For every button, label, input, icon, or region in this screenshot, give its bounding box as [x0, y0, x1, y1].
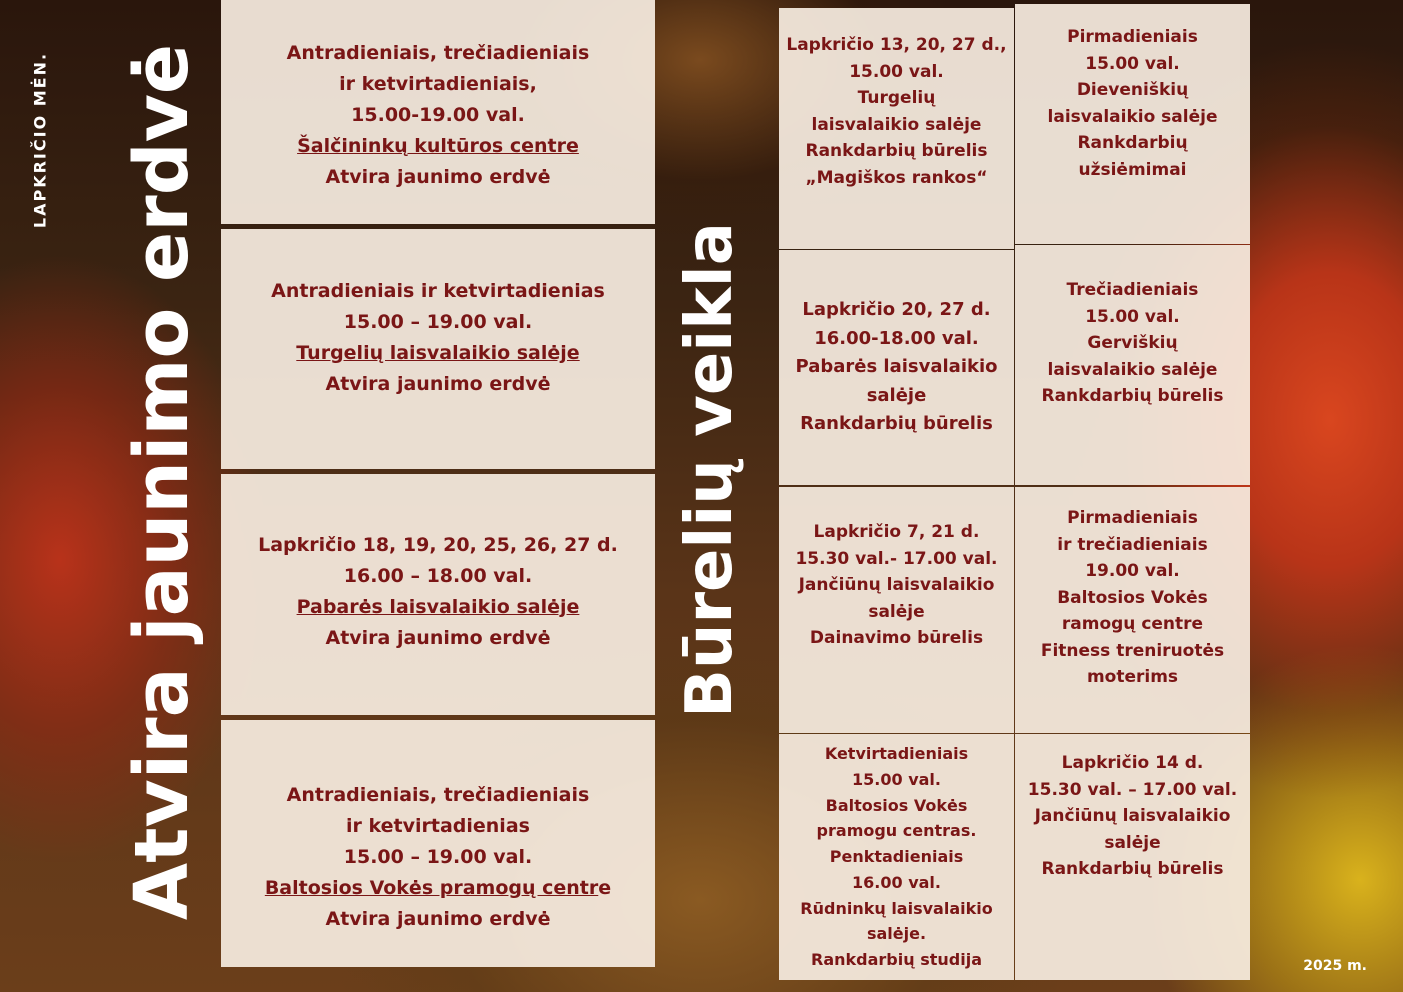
cell-line: laisvalaikio salėje: [1047, 359, 1218, 380]
panel-label: Atvira jaunimo erdvė: [325, 908, 551, 930]
club-cell-8: [1015, 734, 1250, 980]
cell-line: 15.00 val.: [1085, 306, 1180, 327]
cell-line: Pirmadieniais: [1067, 508, 1198, 528]
cell-line: Dainavimo būrelis: [809, 628, 984, 648]
location-link[interactable]: Baltosios Vokės pramogų centr: [264, 877, 599, 899]
cell-content: [1041, 505, 1224, 691]
year-label: 2025 m.: [1303, 958, 1367, 974]
cell-line: Rūdninkų laisvalaikio: [800, 898, 993, 918]
club-cell-4: [1015, 245, 1250, 485]
cell-line: salėje: [1104, 832, 1161, 853]
club-cell-2: [1015, 4, 1250, 244]
cell-line: laisvalaikio salėje: [811, 114, 982, 135]
cell-line: 15.30 val. – 17.00 val.: [1027, 779, 1238, 800]
schedule-line: 16.00 – 18.00 val.: [343, 564, 533, 587]
cell-line: Trečiadieniais: [1066, 280, 1199, 300]
schedule-line: Lapkričio 18, 19, 20, 25, 26, 27 d.: [258, 533, 618, 556]
location-link[interactable]: Pabarės laisvalaikio salėje: [296, 595, 580, 618]
cell-line: Dieveniškių: [1076, 80, 1189, 100]
cell-line: Baltosios Vokės: [1057, 587, 1208, 608]
cell-line: Lapkričio 20, 27 d.: [802, 299, 991, 321]
cell-line: Baltosios Vokės: [825, 795, 968, 815]
cell-content: [800, 741, 992, 973]
cell-line: 15.00 val.: [852, 769, 941, 789]
open-youth-space-title: Atvira jaunimo erdvė: [119, 43, 205, 921]
cell-line: salėje.: [866, 924, 927, 944]
cell-line: 15.30 val.- 17.00 val.: [795, 548, 998, 569]
month-label: LAPKRIČIO MĖN.: [30, 51, 50, 229]
cell-line: ir trečiadieniais: [1057, 534, 1208, 555]
cell-line: Rankdarbių: [1077, 133, 1188, 153]
schedule-line: 15.00-19.00 val.: [351, 103, 525, 126]
cell-content: [1042, 277, 1224, 410]
cell-line: Jančiūnų laisvalaikio: [1034, 806, 1231, 826]
cell-line: Jančiūnų laisvalaikio: [798, 575, 995, 595]
club-cell-6: [1015, 487, 1250, 733]
youth-space-panel-1: [221, 0, 655, 224]
cell-line: 15.00 val.: [1085, 53, 1180, 74]
cell-content: [795, 519, 997, 652]
cell-content: [786, 32, 1006, 191]
cell-line: 16.00 val.: [852, 872, 941, 892]
cell-content: [795, 296, 997, 439]
club-cell-3: [779, 250, 1014, 485]
cell-line: salėje: [868, 601, 925, 622]
panel-label: Atvira jaunimo erdvė: [325, 626, 551, 649]
schedule-line: 15.00 – 19.00 val.: [343, 846, 533, 868]
cell-line: Penktadieniais: [829, 847, 964, 867]
cell-line: Pabarės laisvalaikio: [795, 356, 998, 378]
cell-line: Ketvirtadieniais: [824, 743, 969, 763]
location-line: [265, 873, 611, 904]
cell-line: „Magiškos rankos“: [805, 167, 988, 188]
cell-line: Turgelių: [857, 88, 936, 108]
cell-line: Pirmadieniais: [1067, 27, 1198, 47]
schedule-line: ir ketvirtadienias: [346, 815, 530, 837]
cell-line: Rankdarbių būrelis: [1041, 386, 1224, 406]
cell-line: Lapkričio 13, 20, 27 d.,: [786, 35, 1007, 55]
schedule-line: Antradieniais ir ketvirtadienias: [271, 280, 605, 302]
location-tail: e: [598, 877, 612, 899]
location-link[interactable]: Turgelių laisvalaikio salėje: [296, 342, 580, 364]
schedule-line: 15.00 – 19.00 val.: [343, 311, 533, 333]
cell-line: pramogu centras.: [816, 821, 977, 841]
cell-line: 19.00 val.: [1085, 561, 1180, 581]
cell-line: Gerviškių: [1087, 333, 1178, 353]
cell-line: Fitness treniruotės: [1040, 640, 1225, 661]
panel-content: [258, 530, 618, 654]
club-cell-5: [779, 487, 1014, 733]
panel-content: [271, 276, 605, 400]
cell-line: Rankdarbių būrelis: [1041, 859, 1224, 879]
clubs-activity-title: Būrelių veikla: [673, 222, 747, 718]
cell-line: Lapkričio 14 d.: [1061, 753, 1204, 773]
club-cell-7: [779, 734, 1014, 980]
cell-line: ramogų centre: [1061, 614, 1204, 634]
cell-line: Rankdarbių būrelis: [805, 141, 988, 161]
cell-line: Lapkričio 7, 21 d.: [813, 522, 980, 542]
schedule-line: Antradieniais, trečiadieniais: [286, 41, 590, 64]
cell-line: salėje: [866, 384, 927, 406]
cell-line: moterims: [1086, 667, 1179, 687]
cell-content: [1028, 750, 1237, 883]
youth-space-panel-2: [221, 229, 655, 469]
cell-line: 16.00-18.00 val.: [814, 327, 979, 349]
cell-line: užsiėmimai: [1078, 159, 1187, 180]
youth-space-panel-3: [221, 474, 655, 715]
schedule-line: Antradieniais, trečiadieniais: [286, 784, 590, 806]
club-cell-1: [779, 8, 1014, 249]
panel-content: [265, 780, 611, 935]
cell-content: [1048, 24, 1218, 183]
youth-space-panel-4: [221, 720, 655, 967]
schedule-line: ir ketvirtadieniais,: [339, 72, 537, 95]
location-link[interactable]: Šalčininkų kultūros centre: [297, 134, 579, 157]
panel-label: Atvira jaunimo erdvė: [325, 165, 551, 188]
panel-content: [287, 38, 590, 193]
cell-line: Rankdarbių studija: [811, 950, 982, 970]
cell-line: laisvalaikio salėje: [1047, 106, 1218, 127]
panel-label: Atvira jaunimo erdvė: [325, 373, 551, 395]
cell-line: Rankdarbių būrelis: [800, 413, 993, 435]
cell-line: 15.00 val.: [849, 61, 944, 82]
